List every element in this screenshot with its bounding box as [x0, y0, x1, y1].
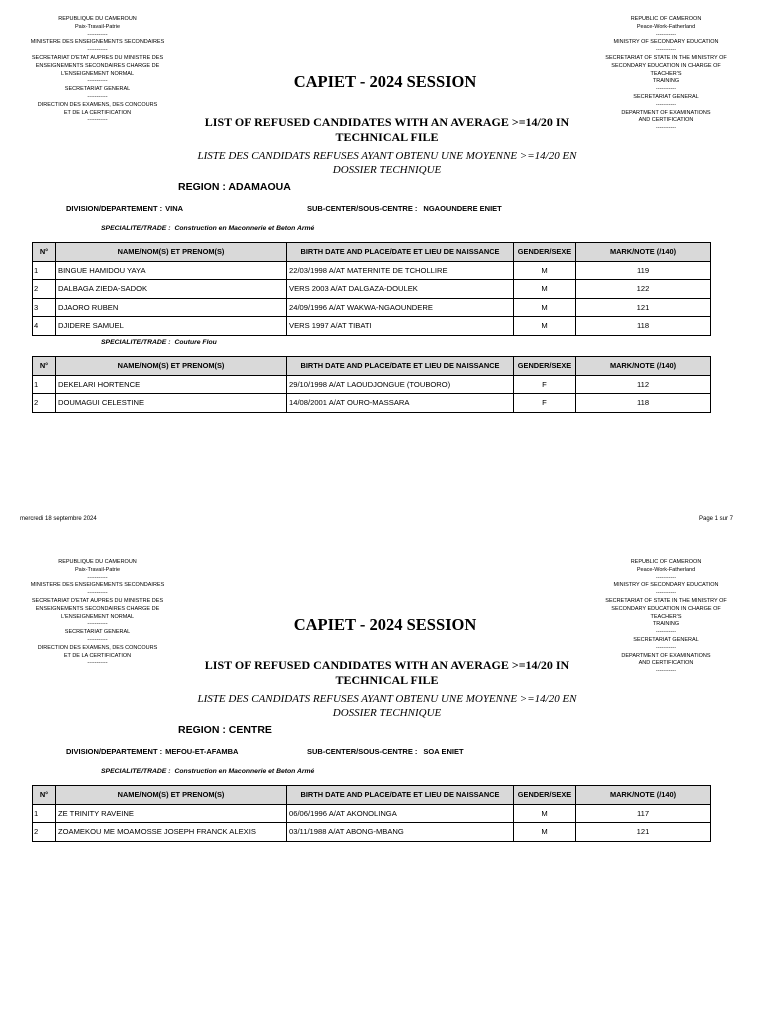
footer-date: mercredi 18 septembre 2024	[20, 516, 97, 522]
subcenter-label: SUB-CENTER/SOUS-CENTRE :	[307, 747, 418, 756]
table-row	[33, 261, 711, 280]
cell-gender: M	[514, 280, 576, 299]
col-header-number: N°	[33, 243, 56, 262]
subcenter-value: SOA ENIET	[423, 747, 464, 756]
specialty-value: Construction en Maconnerie et Beton Armé	[174, 768, 315, 775]
col-header-gender: GENDER/SEXE	[514, 786, 576, 805]
cell-birth: 24/09/1996 A/AT WAKWA-NGAOUNDERE	[287, 298, 514, 317]
division-value: VINA	[165, 204, 184, 213]
table-header-row	[33, 357, 711, 376]
cell-mark: 122	[576, 280, 711, 299]
cell-mark: 117	[576, 804, 711, 823]
region-label: REGION :	[178, 181, 226, 193]
cell-gender: M	[514, 823, 576, 842]
footer-page-number: Page 1 sur 7	[699, 516, 734, 522]
specialty-line	[101, 768, 314, 775]
list-title-fr: LISTE DES CANDIDATS REFUSES AYANT OBTENU UNE MOYENNE >=14/20 EN DOSSIER TECHNIQUE	[197, 693, 577, 719]
cell-mark: 118	[576, 317, 711, 336]
list-title-en: LIST OF REFUSED CANDIDATES WITH AN AVERAGE >=14/20 IN TECHNICAL FILE	[204, 115, 570, 144]
session-title: CAPIET - 2024 SESSION	[293, 72, 477, 91]
cell-gender: M	[514, 261, 576, 280]
cell-gender: F	[514, 375, 576, 394]
region-line	[178, 724, 272, 736]
region-label: REGION :	[178, 724, 226, 736]
cell-number: 2	[33, 280, 56, 299]
specialty-line	[101, 225, 314, 232]
list-title-en: LIST OF REFUSED CANDIDATES WITH AN AVERAGE >=14/20 IN TECHNICAL FILE	[204, 658, 570, 687]
division-line	[66, 204, 183, 213]
cell-mark: 112	[576, 375, 711, 394]
subcenter-line	[307, 747, 464, 756]
col-header-birth: BIRTH DATE AND PLACE/DATE ET LIEU DE NAISSANCE	[287, 786, 514, 805]
header-cameroon-fr: REPUBLIQUE DU CAMEROUN Paix-Travail-Patrie ----------- MINISTERE DES ENSEIGNEMENTS SECONDAIRES ----------- SECRETARIAT D'ETAT AUPRES DU MINISTRE DES ENSEIGNEMENTS SECONDAIRES CHARGE DE L'ENSEIGNEMENT NORMAL ----------- SECRETARIAT GENERAL ----------- DIRECTION DES EXAMENS, DES CONCOURS ET DE LA CERTIFICATION -----------	[30, 16, 165, 124]
cell-mark: 119	[576, 261, 711, 280]
specialty-label: SPECIALITE/TRADE :	[101, 339, 171, 346]
cell-number: 3	[33, 298, 56, 317]
cell-name: BINGUE HAMIDOU YAYA	[56, 261, 287, 280]
table-row	[33, 823, 711, 842]
cell-number: 2	[33, 823, 56, 842]
col-header-name: NAME/NOM(S) ET PRENOM(S)	[56, 357, 287, 376]
subcenter-line	[307, 204, 502, 213]
cell-mark: 121	[576, 823, 711, 842]
table-row	[33, 317, 711, 336]
header-cameroon-en: REPUBLIC OF CAMEROON Peace-Work-Fatherland ----------- MINISTRY OF SECONDARY EDUCATION ----------- SECRETARIAT OF STATE IN THE MINISTRY OF SECONDARY EDUCATION IN CHARGE OF TEACHER'S TRAINING ----------- SECRETARIAT GENERAL ----------- DEPARTMENT OF EXAMINATIONS AND CERTIFICATION -----------	[605, 16, 727, 132]
cell-birth: VERS 1997 A/AT TIBATI	[287, 317, 514, 336]
col-header-number: N°	[33, 786, 56, 805]
cell-name: DEKELARI HORTENCE	[56, 375, 287, 394]
cell-birth: 22/03/1998 A/AT MATERNITE DE TCHOLLIRE	[287, 261, 514, 280]
region-line	[178, 181, 291, 193]
division-label: DIVISION/DEPARTEMENT :	[66, 204, 163, 213]
col-header-mark: MARK/NOTE (/140)	[576, 357, 711, 376]
cell-name: DJAORO RUBEN	[56, 298, 287, 317]
table-row	[33, 394, 711, 413]
cell-name: ZOAMEKOU ME MOAMOSSE JOSEPH FRANCK ALEXIS	[56, 823, 287, 842]
table-row	[33, 298, 711, 317]
division-value: MEFOU-ET-AFAMBA	[165, 747, 239, 756]
header-cameroon-fr: REPUBLIQUE DU CAMEROUN Paix-Travail-Patrie ----------- MINISTERE DES ENSEIGNEMENTS SECONDAIRES ----------- SECRETARIAT D'ETAT AUPRES DU MINISTRE DES ENSEIGNEMENTS SECONDAIRES CHARGE DE L'ENSEIGNEMENT NORMAL ----------- SECRETARIAT GENERAL ----------- DIRECTION DES EXAMENS, DES CONCOURS ET DE LA CERTIFICATION -----------	[30, 559, 165, 667]
cell-gender: F	[514, 394, 576, 413]
region-value: ADAMAOUA	[228, 181, 291, 193]
table-row	[33, 375, 711, 394]
col-header-gender: GENDER/SEXE	[514, 243, 576, 262]
cell-name: DALBAGA ZIEDA-SADOK	[56, 280, 287, 299]
cell-gender: M	[514, 317, 576, 336]
candidates-table	[32, 785, 711, 842]
col-header-mark: MARK/NOTE (/140)	[576, 786, 711, 805]
cell-name: DJIDERE SAMUEL	[56, 317, 287, 336]
col-header-number: N°	[33, 357, 56, 376]
session-title: CAPIET - 2024 SESSION	[293, 615, 477, 634]
table-row	[33, 280, 711, 299]
cell-birth: 06/06/1996 A/AT AKONOLINGA	[287, 804, 514, 823]
col-header-birth: BIRTH DATE AND PLACE/DATE ET LIEU DE NAISSANCE	[287, 243, 514, 262]
cell-number: 2	[33, 394, 56, 413]
cell-number: 1	[33, 375, 56, 394]
col-header-birth: BIRTH DATE AND PLACE/DATE ET LIEU DE NAISSANCE	[287, 357, 514, 376]
cell-birth: 03/11/1988 A/AT ABONG-MBANG	[287, 823, 514, 842]
cell-number: 1	[33, 804, 56, 823]
cell-gender: M	[514, 804, 576, 823]
division-label: DIVISION/DEPARTEMENT :	[66, 747, 163, 756]
col-header-name: NAME/NOM(S) ET PRENOM(S)	[56, 786, 287, 805]
specialty-value: Couture Flou	[174, 339, 217, 346]
col-header-gender: GENDER/SEXE	[514, 357, 576, 376]
cell-birth: VERS 2003 A/AT DALGAZA-DOULEK	[287, 280, 514, 299]
list-title-fr: LISTE DES CANDIDATS REFUSES AYANT OBTENU UNE MOYENNE >=14/20 EN DOSSIER TECHNIQUE	[197, 150, 577, 176]
specialty-label: SPECIALITE/TRADE :	[101, 768, 171, 775]
division-line	[66, 747, 238, 756]
cell-number: 1	[33, 261, 56, 280]
candidates-table	[32, 242, 711, 336]
specialty-label: SPECIALITE/TRADE :	[101, 225, 171, 232]
region-value: CENTRE	[228, 724, 272, 736]
header-cameroon-en: REPUBLIC OF CAMEROON Peace-Work-Fatherland ----------- MINISTRY OF SECONDARY EDUCATION ----------- SECRETARIAT OF STATE IN THE MINISTRY OF SECONDARY EDUCATION IN CHARGE OF TEACHER'S TRAINING ----------- SECRETARIAT GENERAL ----------- DEPARTMENT OF EXAMINATIONS AND CERTIFICATION -----------	[605, 559, 727, 675]
table-row	[33, 804, 711, 823]
table-header-row	[33, 786, 711, 805]
cell-name: DOUMAGUI CELESTINE	[56, 394, 287, 413]
candidates-table	[32, 356, 711, 413]
cell-name: ZE TRINITY RAVEINE	[56, 804, 287, 823]
cell-gender: M	[514, 298, 576, 317]
col-header-name: NAME/NOM(S) ET PRENOM(S)	[56, 243, 287, 262]
cell-mark: 121	[576, 298, 711, 317]
cell-mark: 118	[576, 394, 711, 413]
cell-birth: 29/10/1998 A/AT LAOUDJONGUE (TOUBORO)	[287, 375, 514, 394]
table-header-row	[33, 243, 711, 262]
subcenter-value: NGAOUNDERE ENIET	[423, 204, 502, 213]
cell-birth: 14/08/2001 A/AT OURO-MASSARA	[287, 394, 514, 413]
specialty-line	[101, 339, 217, 346]
subcenter-label: SUB-CENTER/SOUS-CENTRE :	[307, 204, 418, 213]
col-header-mark: MARK/NOTE (/140)	[576, 243, 711, 262]
specialty-value: Construction en Maconnerie et Beton Armé	[174, 225, 315, 232]
cell-number: 4	[33, 317, 56, 336]
